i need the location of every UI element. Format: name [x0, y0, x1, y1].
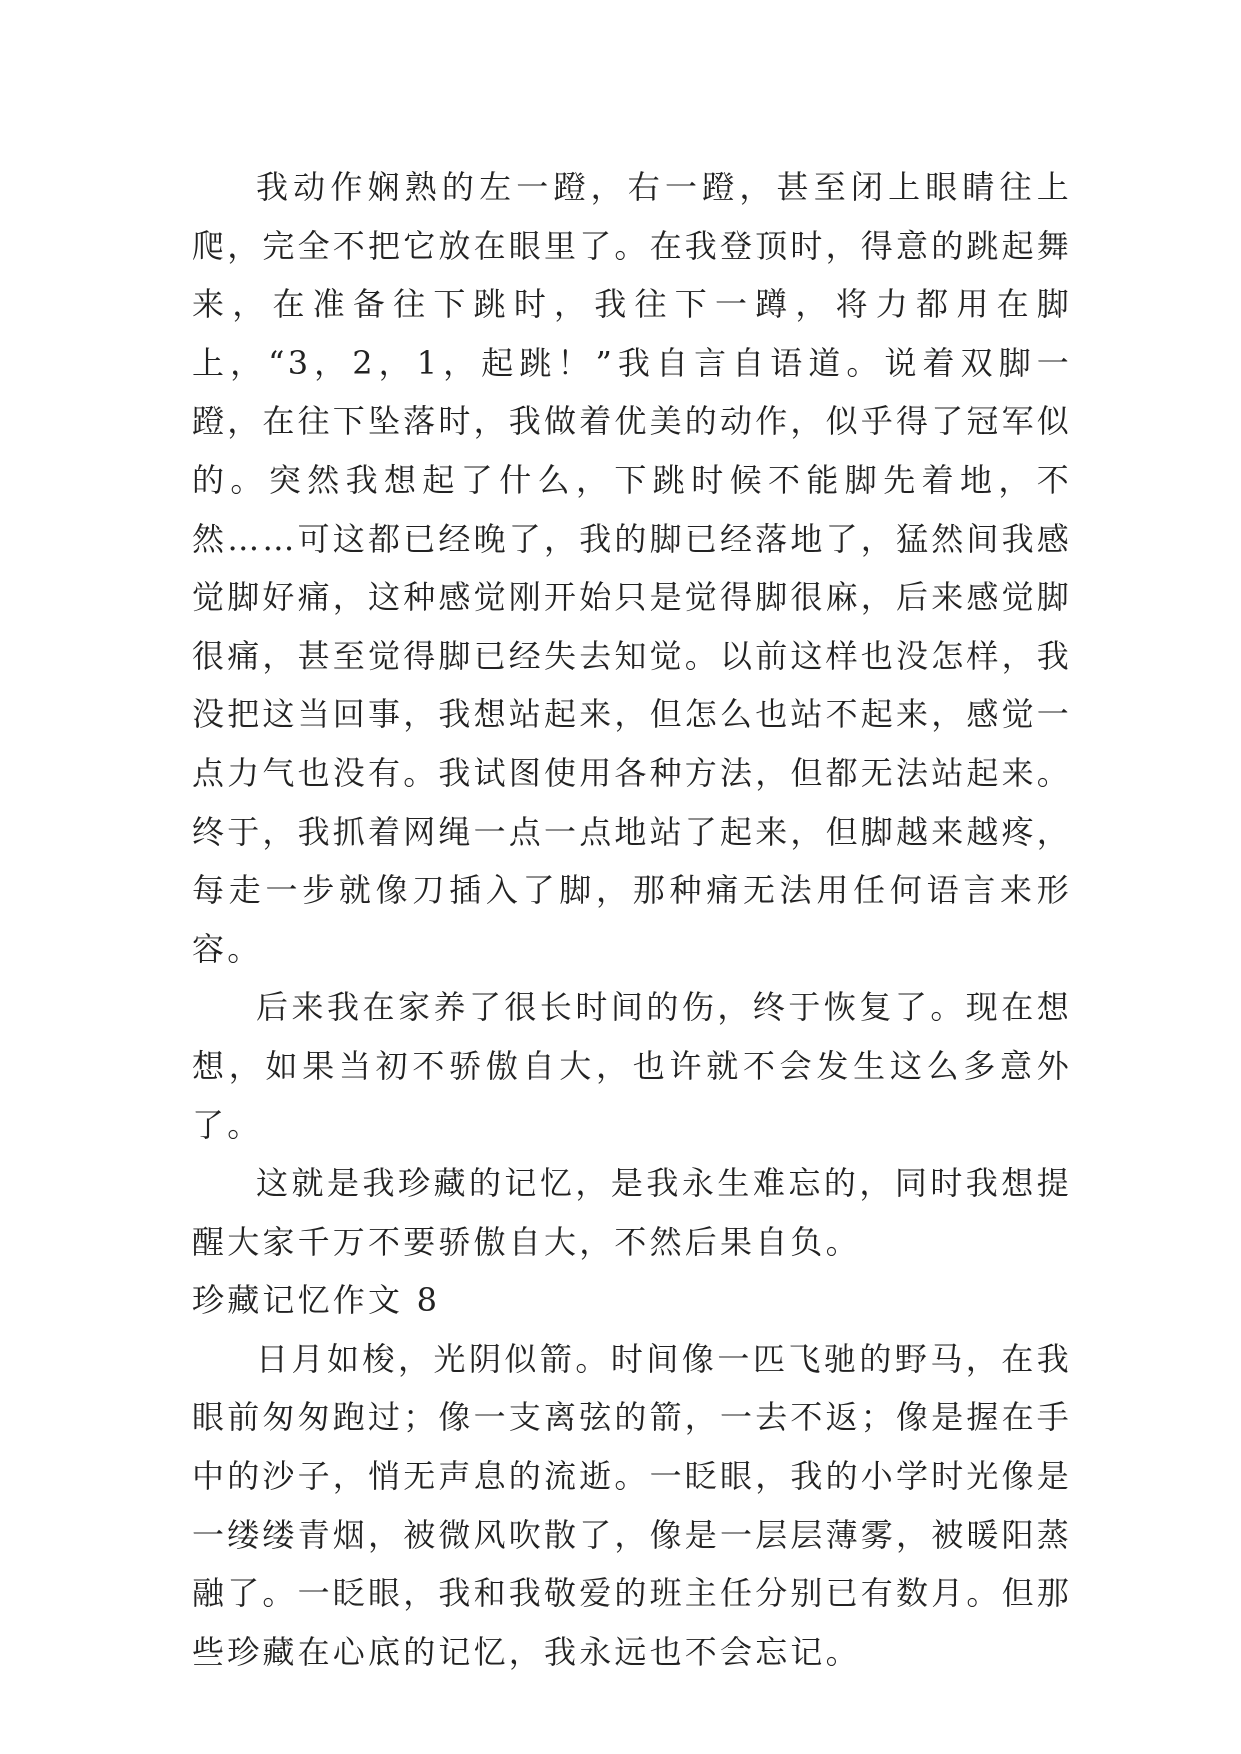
paragraph-2: 后来我在家养了很长时间的伤，终于恢复了。现在想想，如果当初不骄傲自大，也许就不会发生这么多意外了。: [192, 988, 1072, 1144]
paragraph-3: 这就是我珍藏的记忆，是我永生难忘的，同时我想提醒大家千万不要骄傲自大，不然后果自负。: [192, 1164, 1072, 1261]
section-title: 珍藏记忆作文 8: [192, 1281, 441, 1320]
document-body: [192, 158, 1072, 1681]
paragraph-1: 我动作娴熟的左一蹬，右一蹬，甚至闭上眼睛往上爬，完全不把它放在眼里了。在我登顶时，得意的跳起舞来，在准备往下跳时，我往下一蹲，将力都用在脚上，“3，2，1，起跳！”我自言自语道。说着双脚一蹬，在往下坠落时，我做着优美的动作，似乎得了冠军似的。突然我想起了什么，下跳时候不能脚先着地，不然……可这都已经晚了，我的脚已经落地了，猛然间我感觉脚好痛，这种感觉刚开始只是觉得脚很麻，后来感觉脚很痛，甚至觉得脚已经失去知觉。以前这样也没怎样，我没把这当回事，我想站起来，但怎么也站不起来，感觉一点力气也没有。我试图使用各种方法，但都无法站起来。终于，我抓着网绳一点一点地站了起来，但脚越来越疼，每走一步就像刀插入了脚，那种痛无法用任何语言来形容。: [192, 168, 1073, 968]
section-paragraph-1: 日月如梭，光阴似箭。时间像一匹飞驰的野马，在我眼前匆匆跑过；像一支离弦的箭，一去不返；像是握在手中的沙子，悄无声息的流逝。一眨眼，我的小学时光像是一缕缕青烟，被微风吹散了，像是一层层薄雾，被暖阳蒸融了。一眨眼，我和我敬爱的班主任分别已有数月。但那些珍藏在心底的记忆，我永远也不会忘记。: [192, 1339, 1073, 1671]
